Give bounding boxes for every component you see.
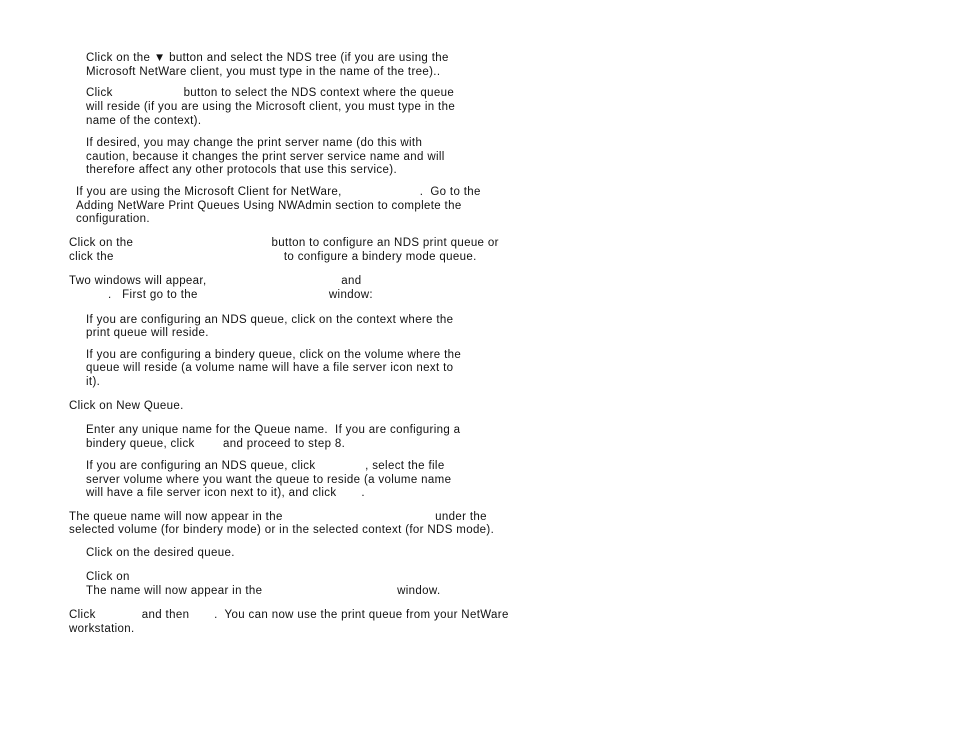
text-line: Click on <box>86 571 130 583</box>
text-line: Microsoft NetWare client, you must type in the name of the tree).. <box>86 66 441 78</box>
text-line: configuration. <box>76 213 150 225</box>
text-line: Click button to select the NDS context where the queue <box>86 87 455 99</box>
text-line: therefore affect any other protocols that use this service). <box>86 164 397 176</box>
text-line: Enter any unique name for the Queue name. If you are configuring a <box>86 424 461 436</box>
text-line: If you are configuring a bindery queue, click on the volume where the <box>86 349 462 361</box>
text-line: Click on the button to configure an NDS print queue or <box>69 237 499 249</box>
text-line: Click on New Queue. <box>69 400 184 412</box>
text-line: Click and then . You can now use the print queue from your NetWare <box>69 609 509 621</box>
text-line: The name will now appear in the window. <box>86 585 441 597</box>
text-line: bindery queue, click and proceed to step 8. <box>86 438 346 450</box>
text-line: server volume where you want the queue to reside (a volume name <box>86 474 452 486</box>
text-line: will reside (if you are using the Microsoft client, you must type in the <box>86 101 456 113</box>
text-line: . First go to the window: <box>69 289 373 301</box>
text-line: If you are configuring an NDS queue, click on the context where the <box>86 314 454 326</box>
text-line: If you are configuring an NDS queue, click , select the file <box>86 460 445 472</box>
text-line: If desired, you may change the print server name (do this with <box>86 137 423 149</box>
text-line: Adding NetWare Print Queues Using NWAdmin section to complete the <box>76 200 462 212</box>
text-line: caution, because it changes the print server service name and will <box>86 151 445 163</box>
text-line: queue will reside (a volume name will have a file server icon next to <box>86 362 454 374</box>
text-line: will have a file server icon next to it), and click . <box>86 487 365 499</box>
text-line: If you are using the Microsoft Client for NetWare, . Go to the <box>76 186 481 198</box>
text-line: Two windows will appear, and <box>69 275 362 287</box>
text-line: name of the context). <box>86 115 202 127</box>
text-line: Click on the ▼ button and select the NDS tree (if you are using the <box>86 52 449 64</box>
text-line: it). <box>86 376 101 388</box>
text-line: selected volume (for bindery mode) or in the selected context (for NDS mode). <box>69 524 495 536</box>
text-line: Click on the desired queue. <box>86 547 235 559</box>
text-line: The queue name will now appear in the under the <box>69 511 487 523</box>
text-line: click the to configure a bindery mode queue. <box>69 251 477 263</box>
text-line: print queue will reside. <box>86 327 209 339</box>
text-line: workstation. <box>69 623 135 635</box>
